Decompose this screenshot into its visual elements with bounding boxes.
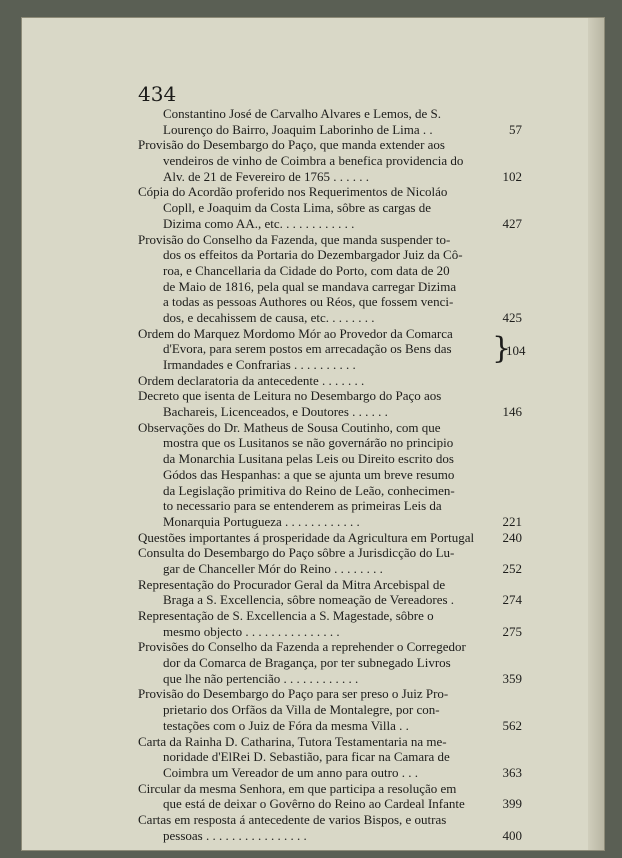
index-entry-text: Ordem declaratoria da antecedente . . . . . . . — [138, 372, 365, 388]
index-entry-text: de Maio de 1816, pela qual se mandava carregar Dizima — [163, 278, 457, 294]
index-entry-text: mesmo objecto . . . . . . . . . . . . . . . — [163, 623, 340, 639]
book-page — [22, 18, 604, 850]
index-line — [138, 121, 522, 138]
index-entry-text: dor da Comarca de Bragança, por ter subnegado Livros — [163, 655, 451, 671]
index-line — [138, 812, 510, 828]
index-line — [138, 623, 522, 640]
index-page-number: 399 — [502, 796, 522, 812]
index-entry-text: Irmandades e Confrarias . . . . . . . . . . — [163, 357, 356, 372]
index-entry-text: Representação do Procurador Geral da Mitra Arcebispal de — [138, 576, 446, 592]
index-page-number: 562 — [502, 717, 522, 733]
index-line — [138, 734, 510, 750]
index-entry-text: Provisão do Desembargo do Paço para ser preso o Juiz Pro- — [138, 686, 449, 702]
index-line — [138, 326, 510, 342]
index-page-number: 240 — [502, 529, 522, 545]
index-page-number: 425 — [502, 309, 522, 325]
index-entry-text: mostra que os Lusitanos se não governárão no principio — [163, 435, 454, 451]
index-page-number: 427 — [502, 215, 522, 231]
index-entry-text: Alv. de 21 de Fevereiro de 1765 . . . . . . — [163, 168, 370, 184]
index-entry-text: Monarquia Portugueza . . . . . . . . . . . . — [163, 513, 360, 529]
index-line — [138, 670, 522, 687]
index-line — [138, 200, 510, 216]
index-entry-text: vendeiros de vinho de Coimbra a benefica providencia do — [163, 153, 464, 169]
index-line — [138, 749, 510, 765]
index-page-number: 400 — [502, 827, 522, 843]
index-line — [138, 357, 510, 373]
index-entry-text: a todas as pessoas Authores ou Réos, que fossem venci- — [163, 294, 454, 310]
index-line — [138, 279, 510, 295]
brace-page-number: 104 — [506, 343, 526, 358]
index-entry-text: to necessario para se entenderem as primeiras Leis da — [163, 498, 442, 514]
index-entry-text: pessoas . . . . . . . . . . . . . . . . — [163, 827, 307, 843]
index-line — [138, 702, 510, 718]
index-line — [138, 263, 510, 279]
index-line — [138, 467, 510, 483]
index-entry-text: Constantino José de Carvalho Alvares e Lemos, de S. — [163, 106, 442, 121]
index-line — [138, 451, 510, 467]
index-entry-text: Carta da Rainha D. Catharina, Tutora Testamentaria na me- — [138, 733, 447, 749]
index-entry-text: roa, e Chancellaria da Cidade do Porto, com data de 20 — [163, 262, 450, 278]
index-page-number: 102 — [502, 168, 522, 184]
index-line — [138, 153, 510, 169]
index-line — [138, 686, 510, 702]
index-line — [138, 215, 522, 232]
index-entry-text: da Monarchia Lusitana pelas Leis ou Direito escrito dos — [163, 451, 454, 467]
index-line — [138, 137, 510, 153]
index-entry-text: noridade d'ElRei D. Sebastião, para ficar na Camara de — [163, 749, 450, 765]
index-entry-text: que está de deixar o Govêrno do Reino ao Cardeal Infante — [163, 796, 465, 812]
index-line — [138, 717, 522, 734]
index-line — [138, 764, 522, 781]
index-line — [138, 404, 522, 420]
index-entry-text: gar de Chanceller Mór do Reino . . . . . . . . — [163, 560, 383, 576]
index-page-number: 359 — [502, 670, 522, 686]
index-entry-text: da Legislação primitiva do Reino de Leão, conhecimen- — [163, 482, 455, 498]
page-number: 434 — [138, 82, 177, 106]
index-entry-text: Consulta do Desembargo do Paço sôbre a Jurisdicção do Lu- — [138, 545, 455, 561]
index-line — [138, 247, 510, 263]
index-entry-text: Decreto que isenta de Leitura no Desembargo do Paço aos — [138, 388, 442, 404]
brace-mark: } — [492, 331, 512, 366]
index-entry-text: Lourenço do Bairro, Joaquim Laborinho de Lima . . — [163, 121, 433, 137]
index-entry-text: Representação de S. Excellencia a S. Magestade, sôbre o — [138, 608, 434, 623]
index-line — [138, 796, 522, 812]
page-gutter — [588, 18, 604, 850]
index-line — [138, 545, 510, 561]
index-entry-text: Questões importantes á prosperidade da Agricultura em Portugal — [138, 529, 475, 545]
index-line — [138, 529, 522, 546]
index-line — [138, 184, 510, 200]
index-entry-text: Braga a S. Excellencia, sôbre nomeação de Vereadores . — [163, 592, 455, 608]
index-page-number: 363 — [502, 764, 522, 780]
index-line — [138, 373, 510, 389]
index-line — [138, 608, 510, 624]
index-line — [138, 309, 522, 326]
index-entry-text: Gódos das Hespanhas: a que se ajunta um breve resumo — [163, 466, 455, 482]
index-entry-text: dos os effeitos da Portaria do Dezembargador Juiz da Cô- — [163, 247, 463, 263]
index-entry-text: Cópia do Acordão proferido nos Requerimentos de Nicoláo — [138, 184, 448, 200]
index-entry-text: Provisões do Conselho da Fazenda a reprehender o Corregedor — [138, 639, 466, 655]
index-line — [138, 341, 510, 357]
index-entry-text: Copll, e Joaquim da Costa Lima, sôbre as cargas de — [163, 200, 432, 216]
index-entry-text: Provisão do Desembargo do Paço, que manda extender aos — [138, 137, 445, 153]
index-line — [138, 655, 510, 671]
index-entry-text: d'Evora, para serem postos em arrecadação os Bens das — [163, 341, 452, 357]
index-entry-text: dos, e decahissem de causa, etc. . . . . . . . — [163, 309, 375, 325]
index-entry-text: Cartas em resposta á antecedente de varios Bispos, e outras — [138, 811, 447, 827]
index-line — [138, 639, 510, 655]
index-line — [138, 106, 510, 122]
index-entry-text: Bachareis, Licenceados, e Doutores . . . . . . — [163, 404, 388, 420]
index-page-number: 274 — [502, 592, 522, 608]
index-entry-text: Dizima como AA., etc. . . . . . . . . . . . — [163, 215, 355, 231]
index-line — [138, 483, 510, 499]
index-line — [138, 577, 510, 593]
index-entry-text: Provisão do Conselho da Fazenda, que manda suspender to- — [138, 231, 451, 247]
index-page-number: 275 — [502, 623, 522, 639]
index-line — [138, 498, 510, 514]
index-page-number: 57 — [509, 121, 522, 137]
index-line — [138, 435, 510, 451]
index-entry-text: Coimbra um Vereador de um anno para outro . . . — [163, 764, 418, 780]
index-page-number: 146 — [502, 404, 522, 420]
index-line — [138, 513, 522, 530]
index-line — [138, 388, 510, 404]
index-line — [138, 592, 522, 608]
index-entry-text: testações com o Juiz de Fóra da mesma Villa . . — [163, 717, 409, 733]
index-line — [138, 232, 510, 248]
index-line — [138, 168, 522, 185]
index-entry-text: prietario dos Orfãos da Villa de Montalegre, por con- — [163, 702, 440, 718]
index-line — [138, 420, 510, 436]
index-entry-text: que lhe não pertencião . . . . . . . . . . . . — [163, 670, 359, 686]
index-line — [138, 827, 522, 844]
index-entry-text: Observações do Dr. Matheus de Sousa Coutinho, com que — [138, 419, 441, 435]
index-line — [138, 781, 510, 797]
index-page-number: 221 — [502, 513, 522, 529]
index-line — [138, 294, 510, 310]
index-page-number: 252 — [502, 560, 522, 576]
index-line — [138, 560, 522, 577]
index-entry-text: Circular da mesma Senhora, em que participa a resolução em — [138, 780, 457, 796]
index-entry-text: Ordem do Marquez Mordomo Mór ao Provedor da Comarca — [138, 325, 453, 341]
